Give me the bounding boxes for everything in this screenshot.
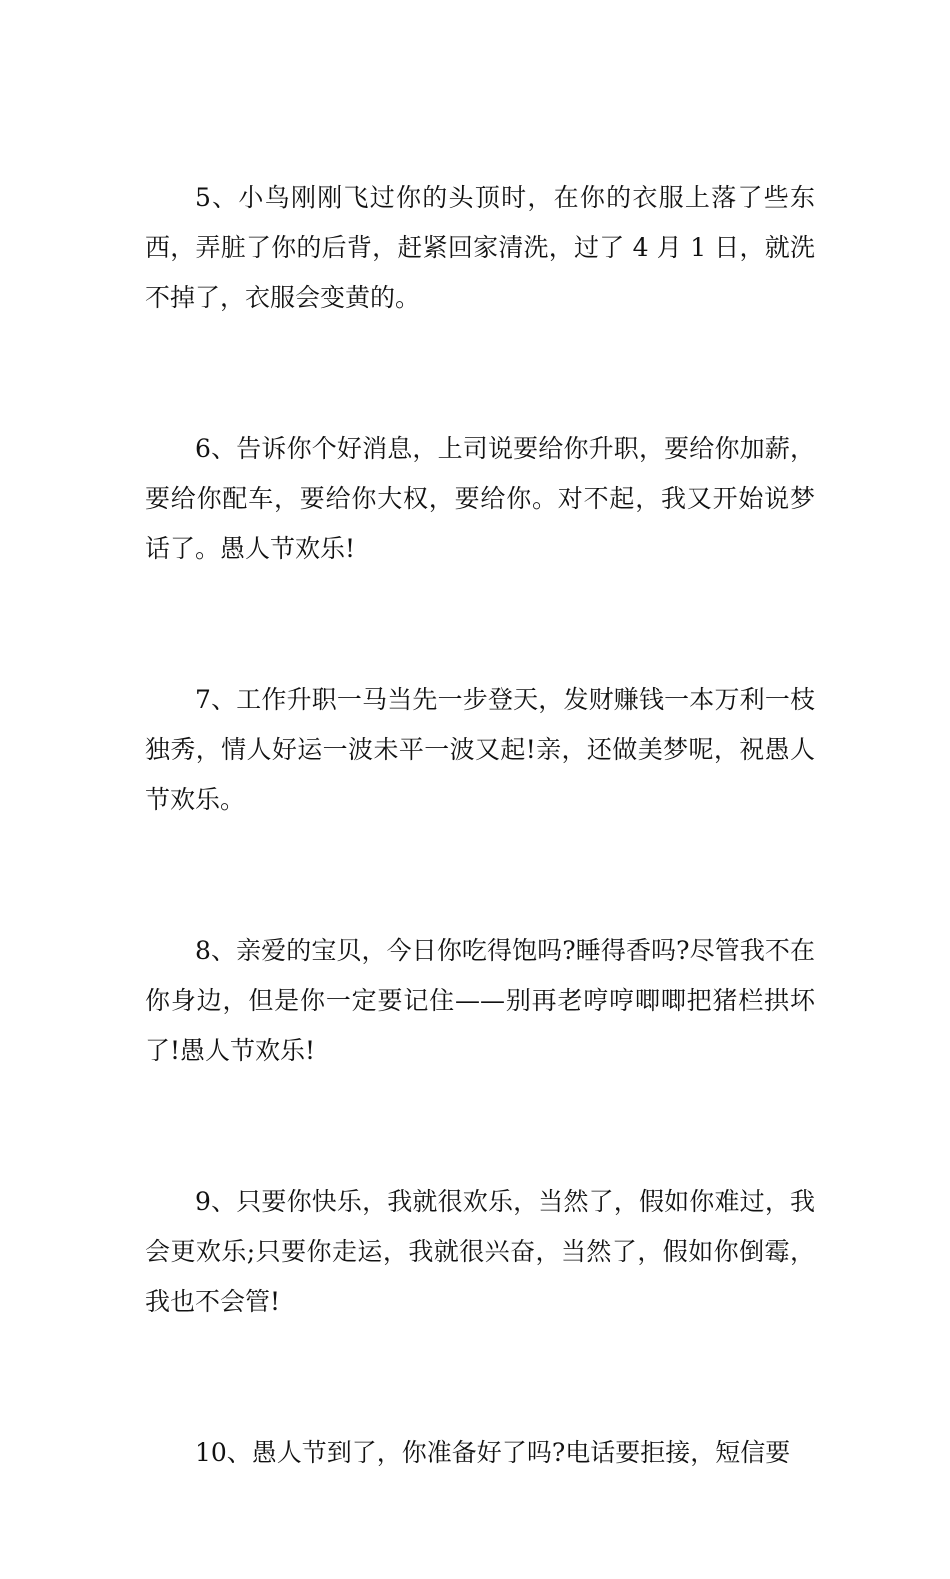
paragraph-9: 9、只要你快乐，我就很欢乐，当然了，假如你难过，我会更欢乐;只要你走运，我就很兴奋，当然了，假如你倒霉，我也不会管! xyxy=(145,1187,815,1316)
paragraph-8: 8、亲爱的宝贝，今日你吃得饱吗?睡得香吗?尽管我不在你身边，但是你一定要记住——别再老哼哼唧唧把猪栏拱坏了!愚人节欢乐! xyxy=(145,936,815,1065)
paragraph-5: 5、小鸟刚刚飞过你的头顶时，在你的衣服上落了些东西，弄脏了你的后背，赶紧回家清洗，过了 4 月 1 日，就洗不掉了，衣服会变黄的。 xyxy=(145,183,815,312)
paragraph-7: 7、工作升职一马当先一步登天，发财赚钱一本万利一枝独秀，情人好运一波未平一波又起!亲，还做美梦呢，祝愚人节欢乐。 xyxy=(145,685,815,814)
paragraph-6: 6、告诉你个好消息，上司说要给你升职，要给你加薪，要给你配车，要给你大权，要给你。对不起，我又开始说梦话了。愚人节欢乐! xyxy=(145,434,815,563)
paragraph-10: 10、愚人节到了，你准备好了吗?电话要拒接，短信要 xyxy=(195,1438,791,1467)
document-body xyxy=(145,173,815,1579)
